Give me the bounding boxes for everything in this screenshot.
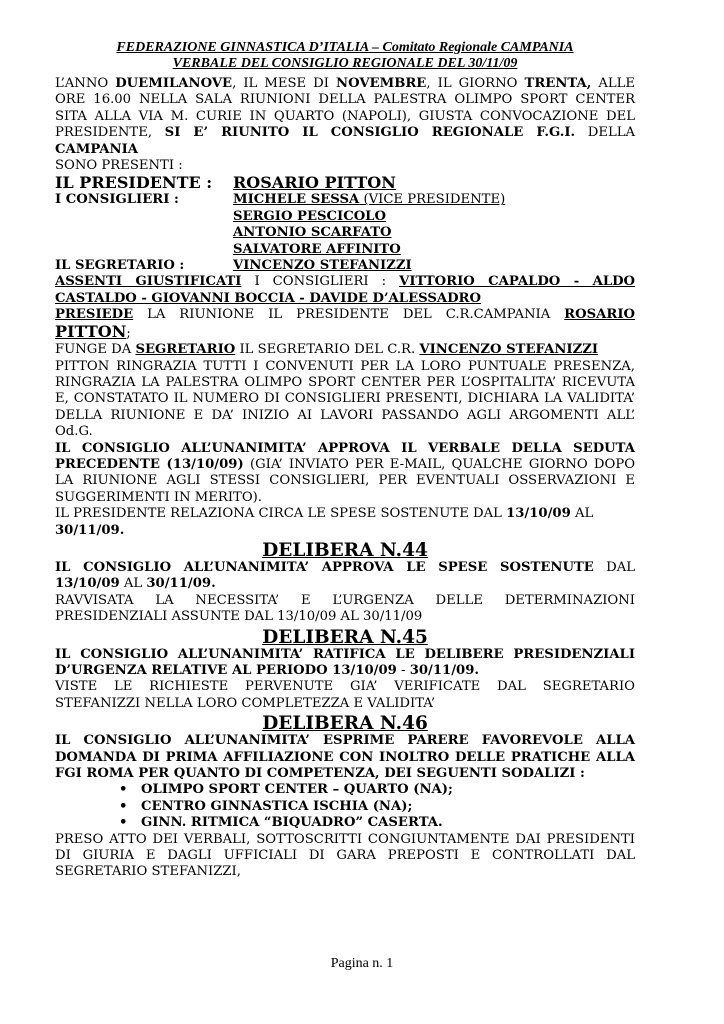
intro-text: ALLE ORE 16.00 NELLA SALA RIUNIONI DELLA PALESTRA OLIMPO SPORT CENTER SITA ALLA VIA M. CURIE IN QUARTO (NAPOLI), GIUSTA CONVOCAZIONE DEL PRESIDENTE,	[55, 76, 636, 141]
sodalizio-name: GINN. RITMICA “BIQUADRO” CASERTA.	[141, 815, 443, 831]
delibera-45-viste: VISTE LE RICHIESTE PERVENUTE GIA’ VERIFICATE DAL SEGRETARIO STEFANIZZI NELLA LORO COMPLETEZZA E VALIDITA’	[55, 679, 635, 711]
intro-text: , IL MESE DI	[232, 76, 337, 91]
funge-text: FUNGE DA	[55, 342, 136, 358]
sodalizio-name: OLIMPO SPORT CENTER – QUARTO (NA);	[141, 782, 453, 798]
relaziona-date-to: 30/11/09.	[55, 522, 125, 538]
sodalizio-name: CENTRO GINNASTICA ISCHIA (NA);	[141, 798, 413, 814]
consigliere-row	[55, 225, 635, 241]
relaziona-text: AL	[570, 506, 594, 522]
intro-year: DUEMILANOVE	[115, 76, 233, 91]
assenti-names: VITTORIO CAPALDO - ALDO CASTALDO - GIOVANNI BOCCIA - DAVIDE D’ALESSADRO	[55, 274, 636, 306]
presiede-text: LA RIUNIONE IL PRESIDENTE DEL C.R.CAMPANIA	[133, 307, 565, 323]
intro-paragraph	[55, 76, 635, 158]
approva-verbale-note: (GIA’ INVIATO PER E-MAIL, QUALCHE GIORNO DOPO LA RIUNIONE AGLI STESSI CONSIGLIERI, PER EVENTUALI OSSERVAZIONI E SUGGERIMENTI IN MERITO).	[55, 456, 636, 505]
consiglieri-label: I CONSIGLIERI :	[55, 192, 179, 208]
funge-paragraph	[55, 342, 635, 358]
approva-verbale-statement: IL CONSIGLIO ALL’UNANIMITA’ APPROVA IL VERBALE DELLA SEDUTA PRECEDENTE (13/10/09)	[55, 440, 635, 472]
relaziona-date-from: 13/10/09	[506, 506, 571, 522]
delibera-44-text: IL CONSIGLIO ALL’UNANIMITA’ APPROVA LE SPESE SOSTENUTE	[55, 559, 594, 575]
segretario-row	[55, 258, 635, 274]
funge-label: SEGRETARIO	[135, 342, 236, 358]
funge-text: IL SEGRETARIO DEL C.R.	[235, 342, 420, 358]
delibera-45-text: IL CONSIGLIO ALL’UNANIMITA’ RATIFICA LE DELIBERE PRESIDENZIALI D’URGENZA RELATIVE AL PERIODO 13/10/09	[55, 646, 635, 678]
intro-month: NOVEMBRE	[336, 76, 427, 91]
presiede-name-last: PITTON	[55, 321, 127, 341]
intro-text: DELLA	[575, 125, 635, 141]
federation-title: FEDERAZIONE GINNASTICA D’ITALIA – Comitato Regionale CAMPANIA	[116, 40, 574, 55]
intro-day: TRENTA,	[524, 76, 592, 91]
delibera-44-ravvisata: RAVVISATA LA NECESSITA’ E L’URGENZA DELLE DETERMINAZIONI PRESIDENZIALI ASSUNTE DAL 13/10/09 AL 30/11/09	[55, 592, 635, 625]
assenti-text: I CONSIGLIERI :	[241, 274, 400, 290]
delibera-45-date-to: 30/11/09.	[409, 663, 479, 678]
bullet-icon: •	[119, 782, 128, 798]
presidente-row	[55, 174, 635, 192]
delibera-46-preso-atto: PRESO ATTO DEI VERBALI, SOTTOSCRITTI CONGIUNTAMENTE DAI PRESIDENTI DI GIURIA E DAGLI UFFICIALI DI GARA PREPOSTI E CONTROLLATI DAL SEGRETARIO STEFANIZZI,	[55, 831, 635, 880]
assenti-label: ASSENTI GIUSTIFICATI	[55, 274, 242, 290]
intro-council-statement: SI E’ RIUNITO IL CONSIGLIO REGIONALE F.G.I.	[164, 125, 576, 141]
delibera-46-statement	[55, 733, 635, 782]
page-number: Pagina n. 1	[330, 956, 394, 971]
bullet-icon: •	[119, 815, 128, 831]
delibera-44-text: AL	[119, 576, 147, 592]
presenti-label: SONO PRESENTI :	[55, 158, 183, 174]
consiglieri-row	[55, 192, 635, 208]
delibera-44-title: DELIBERA N.44	[262, 539, 428, 561]
relaziona-paragraph	[55, 506, 635, 539]
minutes-title: VERBALE DEL CONSIGLIO REGIONALE DEL 30/11/09	[172, 56, 518, 71]
segretario-label: IL SEGRETARIO :	[55, 258, 185, 274]
consigliere-name: SALVATORE AFFINITO	[233, 241, 401, 257]
consigliere-row	[55, 242, 635, 258]
approva-verbale-paragraph	[55, 441, 635, 507]
presiede-label: PRESIEDE	[55, 307, 134, 323]
assenti-paragraph	[55, 274, 635, 307]
list-item	[55, 799, 635, 815]
bullet-icon: •	[119, 798, 128, 814]
document-page	[55, 40, 635, 881]
presiede-name-first: ROSARIO	[564, 307, 635, 323]
delibera-44-statement	[55, 560, 635, 593]
intro-text: L’ANNO	[55, 76, 116, 91]
consigliere-row	[55, 209, 635, 225]
presidente-label: IL PRESIDENTE :	[55, 173, 213, 193]
funge-name: VINCENZO STEFANIZZI	[419, 342, 598, 358]
delibera-46-title: DELIBERA N.46	[262, 713, 428, 735]
presiede-end: ;	[126, 325, 131, 341]
delibera-44-date-to: 30/11/09.	[146, 576, 216, 592]
delibera-44-date-from: 13/10/09	[55, 576, 120, 592]
delibera-45-statement	[55, 647, 635, 680]
document-header	[55, 40, 635, 72]
delibera-46-text: IL CONSIGLIO ALL’UNANIMITA’ ESPRIME PARERE FAVOREVOLE ALLA DOMANDA DI PRIMA AFFILIAZIONE CON INOLTRO DELLE PRATICHE ALLA FGI ROMA PER QUANTO DI COMPETENZA, DEI SEGUENTI SODALIZI :	[55, 733, 635, 782]
delibera-45-text: -	[396, 663, 410, 678]
consigliere-name: ANTONIO SCARFATO	[233, 225, 392, 241]
vice-presidente-role: (VICE PRESIDENTE)	[359, 192, 506, 208]
presiede-paragraph	[55, 307, 635, 342]
intro-region: CAMPANIA	[55, 141, 138, 157]
sodalizi-list	[55, 782, 635, 831]
relaziona-text: IL PRESIDENTE RELAZIONA CIRCA LE SPESE SOSTENUTE DAL	[55, 506, 507, 522]
intro-text: , IL GIORNO	[426, 76, 525, 91]
consigliere-name: SERGIO PESCICOLO	[233, 208, 386, 224]
list-item	[55, 815, 635, 831]
pitton-paragraph: PITTON RINGRAZIA TUTTI I CONVENUTI PER LA LORO PUNTUALE PRESENZA, RINGRAZIA LA PALESTRA OLIMPO SPORT CENTER PER L’OSPITALITA’ RICEVUTA E, CONSTATATO IL NUMERO DI CONSIGLIERI PRESENTI, DICHIARA LA VALIDITA’ DELLA RIUNIONE E DA’ INIZIO AI LAVORI PASSANDO AGLI ARGOMENTI ALL’ Od.G.	[55, 358, 635, 440]
delibera-45-title: DELIBERA N.45	[262, 626, 428, 648]
presidente-name: ROSARIO PITTON	[233, 173, 396, 193]
segretario-name: VINCENZO STEFANIZZI	[233, 258, 412, 274]
list-item	[55, 782, 635, 798]
vice-presidente-name: MICHELE SESSA	[233, 192, 360, 208]
delibera-44-text: DAL	[593, 559, 636, 575]
